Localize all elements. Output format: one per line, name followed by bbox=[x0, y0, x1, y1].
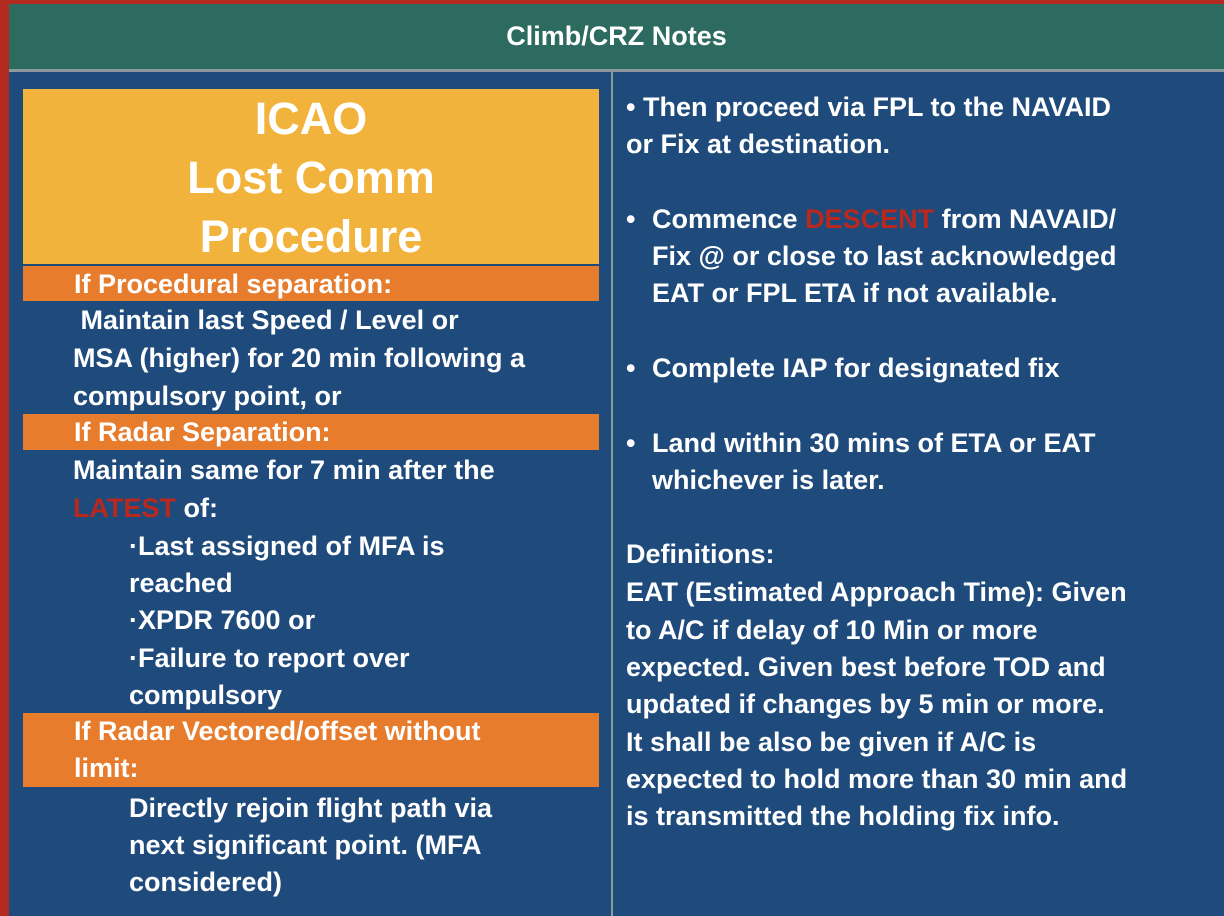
intro-line-1: • Then proceed via FPL to the NAVAID bbox=[626, 92, 1112, 122]
vectored-line-1: Directly rejoin flight path via bbox=[129, 793, 493, 823]
vectored-heading-line-1: If Radar Vectored/offset without bbox=[74, 716, 481, 746]
descent-line-2: Fix @ or close to last acknowledged bbox=[652, 241, 1117, 271]
left-panel bbox=[9, 72, 611, 916]
bullet-dot: • bbox=[626, 353, 636, 383]
title-line-2: Lost Comm bbox=[187, 152, 435, 203]
descent-line-3: EAT or FPL ETA if not available. bbox=[652, 278, 1058, 308]
vectored-heading-line-2: limit: bbox=[74, 753, 139, 783]
title-box bbox=[23, 89, 599, 264]
definitions-heading: Definitions: bbox=[626, 539, 775, 569]
title-line-3: Procedure bbox=[199, 211, 423, 262]
radar-item-3: ·Failure to report over bbox=[129, 643, 410, 673]
radar-of-text: of: bbox=[176, 493, 218, 523]
vectored-heading bbox=[23, 713, 599, 787]
radar-item-1: ·Last assigned of MFA is bbox=[129, 531, 445, 561]
procedural-line-1: Maintain last Speed / Level or bbox=[73, 305, 459, 335]
procedural-heading: If Procedural separation: bbox=[23, 266, 599, 301]
radar-item-3-cont: compulsory bbox=[129, 680, 283, 710]
title-line-1: ICAO bbox=[254, 93, 368, 144]
procedural-line-2: MSA (higher) for 20 min following a bbox=[73, 343, 525, 373]
radar-item-1-cont: reached bbox=[129, 568, 233, 598]
land-line-1: Land within 30 mins of ETA or EAT bbox=[652, 428, 1096, 458]
procedural-line-3: compulsory point, or bbox=[73, 381, 342, 411]
definition-line-4: updated if changes by 5 min or more. bbox=[626, 689, 1105, 719]
radar-line-2 bbox=[73, 490, 218, 527]
land-line-2: whichever is later. bbox=[652, 465, 885, 495]
slide-header bbox=[9, 4, 1224, 72]
descent-post: from NAVAID/ bbox=[934, 204, 1117, 234]
right-panel bbox=[613, 72, 1224, 916]
vectored-line-3: considered) bbox=[129, 867, 283, 897]
radar-heading: If Radar Separation: bbox=[23, 414, 599, 450]
latest-emphasis: LATEST bbox=[73, 493, 176, 523]
radar-item-2: ·XPDR 7600 or bbox=[129, 605, 316, 635]
definition-line-2: to A/C if delay of 10 Min or more bbox=[626, 615, 1038, 645]
descent-pre: Commence bbox=[652, 204, 806, 234]
header-title: Climb/CRZ Notes bbox=[506, 21, 727, 51]
definition-line-1: EAT (Estimated Approach Time): Given bbox=[626, 577, 1127, 607]
bullet-dot: • bbox=[626, 204, 636, 234]
bullet-dot: • bbox=[626, 428, 636, 458]
intro-line-2: or Fix at destination. bbox=[626, 129, 891, 159]
descent-emphasis: DESCENT bbox=[805, 204, 935, 234]
descent-line-1 bbox=[652, 201, 1212, 238]
definition-line-6: expected to hold more than 30 min and bbox=[626, 764, 1128, 794]
definition-line-3: expected. Given best before TOD and bbox=[626, 652, 1106, 682]
iap-text: Complete IAP for designated fix bbox=[652, 353, 1060, 383]
radar-line-1: Maintain same for 7 min after the bbox=[73, 455, 495, 485]
definition-line-7: is transmitted the holding fix info. bbox=[626, 801, 1060, 831]
vectored-line-2: next significant point. (MFA bbox=[129, 830, 482, 860]
definition-line-5: It shall be also be given if A/C is bbox=[626, 727, 1037, 757]
